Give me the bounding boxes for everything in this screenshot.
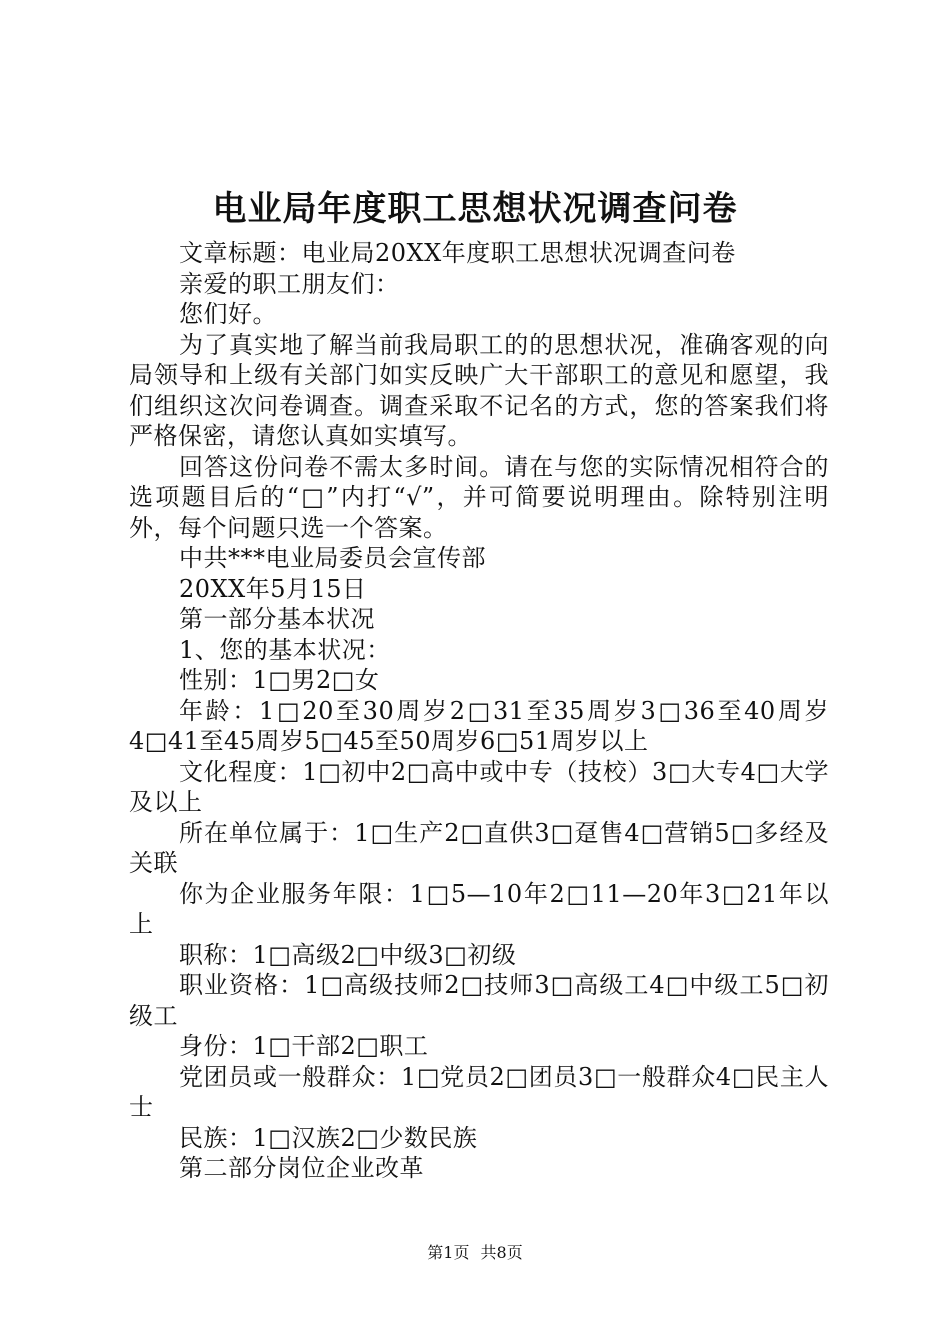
paragraph-salutation: 亲爱的职工朋友们： [179,269,400,298]
page-number: 第1页 [427,1243,470,1262]
question-1: 1、您的基本状况： [179,635,391,664]
question-unit: 所在单位属于：1□生产2□直供3□趸售4□营销5□多经及关联 [129,818,829,877]
document-body [129,238,829,1184]
document-title: 电业局年度职工思想状况调查问卷 [212,189,738,229]
question-gender: 性别：1□男2□女 [179,666,380,694]
question-identity: 身份：1□干部2□职工 [179,1032,429,1060]
paragraph-date: 20XX年5月15日 [179,574,367,603]
question-qualification: 职业资格：1□高级技师2□技师3□高级工4□中级工5□初级工 [129,971,829,1030]
paragraph-instructions: 回答这份问卷不需太多时间。请在与您的实际情况相符合的选项题目后的“□”内打“√”，并可简要说明理由。除特别注明外，每个问题只选一个答案。 [129,452,829,542]
paragraph-article-title: 文章标题：电业局20XX年度职工思想状况调查问卷 [179,239,736,267]
question-title-rank: 职称：1□高级2□中级3□初级 [179,940,517,969]
page-total: 共8页 [480,1243,523,1262]
question-ethnicity: 民族：1□汉族2□少数民族 [179,1123,478,1152]
paragraph-greeting: 您们好。 [179,300,277,328]
section-heading-part-1: 第一部分基本状况 [179,605,375,633]
question-political-status: 党团员或一般群众：1□党员2□团员3□一般群众4□民主人士 [129,1062,829,1121]
paragraph-purpose: 为了真实地了解当前我局职工的的思想状况，准确客观的向局领导和上级有关部门如实反映广大干部职工的意见和愿望，我们组织这次问卷调查。调查采取不记名的方式，您的答案我们将严格保密，请您认真如实填写。 [129,330,829,450]
question-education: 文化程度：1□初中2□高中或中专（技校）3□大专4□大学及以上 [129,757,829,816]
section-heading-part-2: 第二部分岗位企业改革 [179,1154,424,1182]
question-service-years: 你为企业服务年限：1□5—10年2□11—20年3□21年以上 [129,879,829,938]
question-age: 年龄：1□20至30周岁2□31至35周岁3□36至40周岁4□41至45周岁5□45至50周岁6□51周岁以上 [129,696,829,755]
paragraph-issuer: 中共***电业局委员会宣传部 [179,544,486,572]
page-footer [0,1242,950,1264]
